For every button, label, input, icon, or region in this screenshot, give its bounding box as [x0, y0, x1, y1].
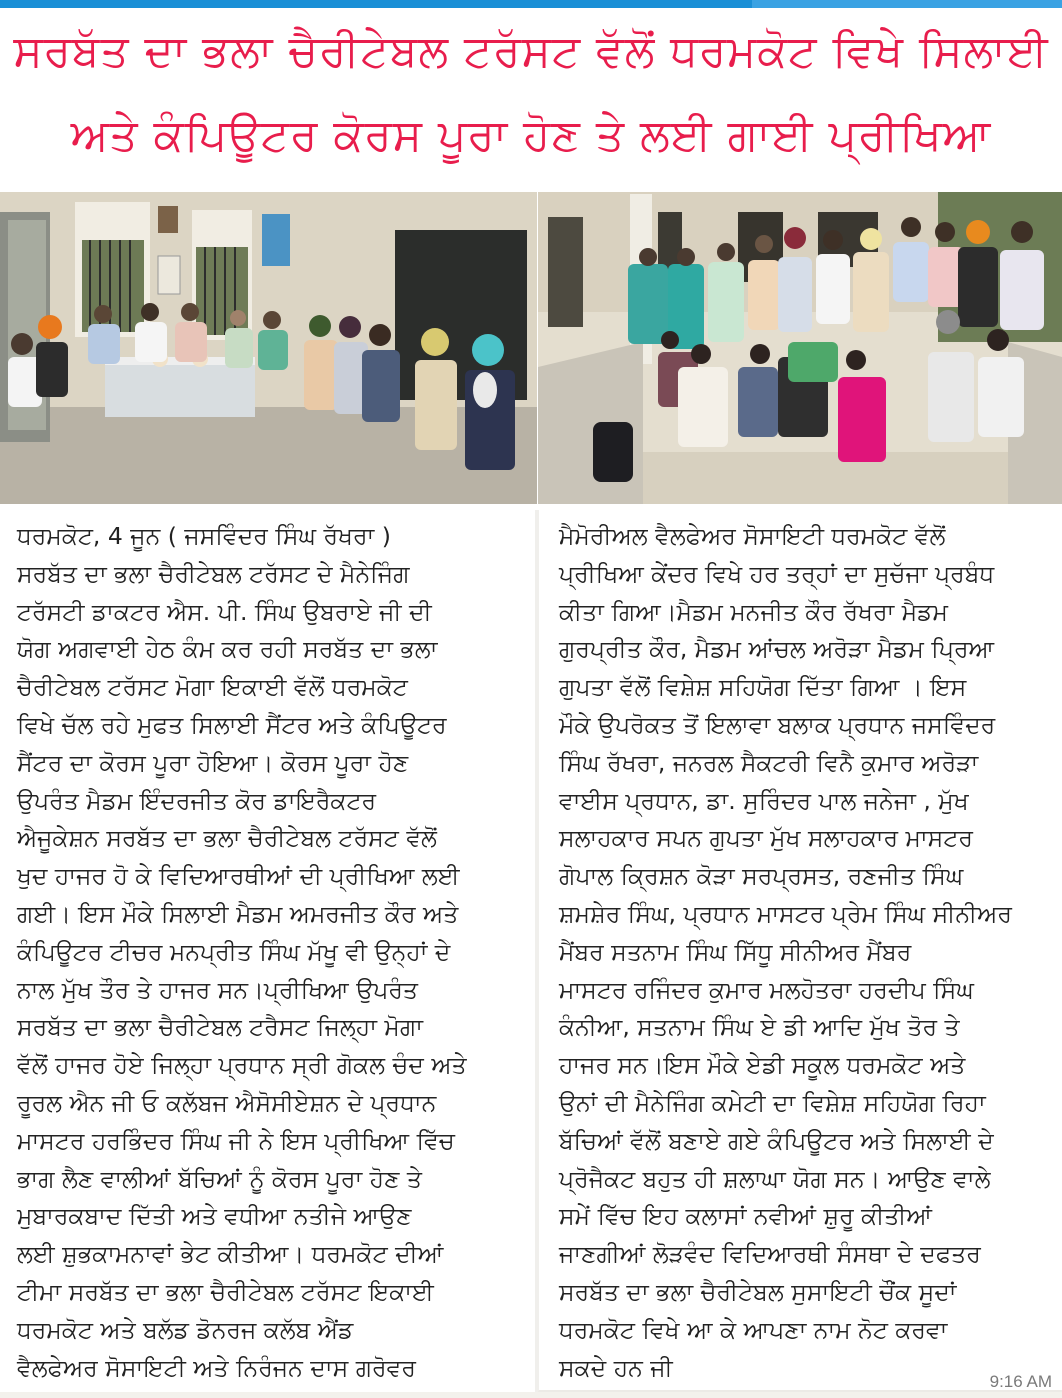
article-line: ਸ਼ਮਸ਼ੇਰ ਸਿੰਘ, ਪ੍ਰਧਾਨ ਮਾਸਟਰ ਪ੍ਰੇਮ ਸਿੰਘ ਸੀਨੀਅਰ: [559, 899, 1012, 928]
photo-group-on-steps-image: [538, 192, 1062, 504]
article-line: ਸਰਬੱਤ ਦਾ ਭਲਾ ਚੈਰੀਟੇਬਲ ਟਰੈਸਟ ਜਿਲ੍ਹਾ ਮੋਗਾ: [17, 1013, 423, 1042]
headline-line-1: ਸਰਬੱਤ ਦਾ ਭਲਾ ਚੈਰੀਟੇਬਲ ਟਰੱਸਟ ਵੱਲੋਂ ਧਰਮਕੋਟ ਵਿਖੇ ਸਿਲਾਈ: [13, 26, 1049, 77]
message-timestamp: 9:16 AM: [989, 1372, 1052, 1391]
article-line: ਧਰਮਕੋਟ ਵਿਖੇ ਆ ਕੇ ਆਪਣਾ ਨਾਮ ਨੋਟ ਕਰਵਾ: [559, 1315, 948, 1344]
article-line: ਧਰਮਕੋਟ ਅਤੇ ਬਲੱਡ ਡੋਨਰਜ ਕਲੱਬ ਐਂਡ: [17, 1315, 354, 1344]
article-dateline: ਧਰਮਕੋਟ, 4 ਜੂਨ ( ਜਸਵਿੰਦਰ ਸਿੰਘ ਰੱਖਰਾ ): [17, 522, 391, 550]
article-column-right: [535, 510, 1062, 1398]
article-line: ਕੰਨੀਆ, ਸਤਨਾਮ ਸਿੰਘ ਏ ਡੀ ਆਦਿ ਮੁੱਖ ਤੋਰ ਤੇ: [559, 1013, 960, 1042]
article-line: ਐਜੂਕੇਸ਼ਨ ਸਰਬੱਤ ਦਾ ਭਲਾ ਚੈਰੀਟੇਬਲ ਟਰੱਸਟ ਵੱਲੋਂ: [17, 824, 437, 853]
article-line: ਵਿਖੇ ਚੱਲ ਰਹੇ ਮੁਫਤ ਸਿਲਾਈ ਸੈਂਟਰ ਅਤੇ ਕੰਪਿਊਟਰ: [17, 710, 447, 739]
top-color-bar: [0, 0, 1062, 8]
article-column-left: [0, 510, 530, 1398]
article-line: ਵੱਲੋਂ ਹਾਜਰ ਹੋਏ ਜਿਲ੍ਹਾ ਪ੍ਰਧਾਨ ਸ੍ਰੀ ਗੋਕਲ ਚੰਦ ਅਤੇ: [17, 1051, 467, 1080]
article-line: ਵੈਲਫੇਅਰ ਸੋਸਾਇਟੀ ਅਤੇ ਨਿਰੰਜਨ ਦਾਸ ਗਰੋਵਰ: [17, 1353, 416, 1382]
article-line: ਜਾਣਗੀਆਂ ਲੋੜਵੰਦ ਵਿਦਿਆਰਥੀ ਸੰਸਥਾ ਦੇ ਦਫਤਰ: [559, 1240, 981, 1269]
article-line: ਸਮੇਂ ਵਿੱਚ ਇਹ ਕਲਾਸਾਂ ਨਵੀਆਂ ਸ਼ੁਰੂ ਕੀਤੀਆਂ: [559, 1202, 933, 1231]
article-line: ਗੁਰਪ੍ਰੀਤ ਕੌਰ, ਮੈਡਮ ਆਂਚਲ ਅਰੋੜਾ ਮੈਡਮ ਪ੍ਰਿਆ: [559, 635, 995, 664]
article-line: ਮਾਸਟਰ ਹਰਭਿੰਦਰ ਸਿੰਘ ਜੀ ਨੇ ਇਸ ਪ੍ਰੀਖਿਆ ਵਿੱਚ: [17, 1126, 455, 1155]
article-line: ਪ੍ਰੀਖਿਆ ਕੇਂਦਰ ਵਿਖੇ ਹਰ ਤਰ੍ਹਾਂ ਦਾ ਸੁਚੱਜਾ ਪ੍ਰਬੰਧ: [559, 559, 995, 588]
article-line: ਬੱਚਿਆਂ ਵੱਲੋਂ ਬਣਾਏ ਗਏ ਕੰਪਿਊਟਰ ਅਤੇ ਸਿਲਾਈ ਦੇ: [559, 1126, 994, 1155]
article-line: ਸਰਬੱਤ ਦਾ ਭਲਾ ਚੈਰੀਟੇਬਲ ਟਰੱਸਟ ਦੇ ਮੈਨੇਜਿੰਗ: [17, 559, 410, 588]
article-line: ਹਾਜਰ ਸਨ।ਇਸ ਮੌਕੇ ਏਡੀ ਸਕੂਲ ਧਰਮਕੋਟ ਅਤੇ: [559, 1051, 966, 1080]
headline-line-2: ਅਤੇ ਕੰਪਿਊਟਰ ਕੋਰਸ ਪੂਰਾ ਹੋਣ ਤੇ ਲਈ ਗਾਈ ਪ੍ਰੀਖਿਆ: [70, 110, 992, 161]
article-line: ਸਲਾਹਕਾਰ ਸਪਨ ਗੁਪਤਾ ਮੁੱਖ ਸਲਾਹਕਾਰ ਮਾਸਟਰ: [559, 824, 973, 853]
article-line: ਲਈ ਸ਼ੁਭਕਾਮਨਾਵਾਂ ਭੇਟ ਕੀਤੀਆ। ਧਰਮਕੋਟ ਦੀਆਂ: [17, 1240, 444, 1269]
article-line: ਸਿੰਘ ਰੱਖਰਾ, ਜਨਰਲ ਸੈਕਟਰੀ ਵਿਨੈ ਕੁਮਾਰ ਅਰੋੜਾ: [559, 748, 979, 777]
article-line: ਖੁਦ ਹਾਜਰ ਹੋ ਕੇ ਵਿਦਿਆਰਥੀਆਂ ਦੀ ਪ੍ਰੀਖਿਆ ਲਈ: [17, 862, 460, 891]
article-line: ਭਾਗ ਲੈਣ ਵਾਲੀਆਂ ਬੱਚਿਆਂ ਨੂੰ ਕੋਰਸ ਪੂਰਾ ਹੋਣ ਤੇ: [17, 1164, 422, 1193]
article-line: ਮੈਂਬਰ ਸਤਨਾਮ ਸਿੰਘ ਸਿੱਧੂ ਸੀਨੀਅਰ ਮੈਂਬਰ: [559, 937, 912, 966]
article-line: ਚੈਰੀਟੇਬਲ ਟਰੱਸਟ ਮੋਗਾ ਇਕਾਈ ਵੱਲੋਂ ਧਰਮਕੋਟ: [17, 673, 408, 702]
article-line: ਉਪਰੰਤ ਮੈਡਮ ਇੰਦਰਜੀਤ ਕੋਰ ਡਾਇਰੈਕਟਰ: [17, 786, 377, 815]
bottom-strip: [0, 1392, 1062, 1398]
article-line: ਉਨਾਂ ਦੀ ਮੈਨੇਜਿੰਗ ਕਮੇਟੀ ਦਾ ਵਿਸ਼ੇਸ਼ ਸਹਿਯੋਗ ਰਿਹਾ: [559, 1088, 986, 1117]
photo-classroom-meeting-image: [0, 192, 537, 504]
article-line: ਗੋਪਾਲ ਕ੍ਰਿਸ਼ਨ ਕੋੜਾ ਸਰਪ੍ਰਸਤ, ਰਣਜੀਤ ਸਿੰਘ: [559, 862, 964, 891]
article-line: ਮੁਬਾਰਕਬਾਦ ਦਿੱਤੀ ਅਤੇ ਵਧੀਆ ਨਤੀਜੇ ਆਉਣ: [17, 1202, 412, 1231]
article-line: ਗਈ। ਇਸ ਮੌਕੇ ਸਿਲਾਈ ਮੈਡਮ ਅਮਰਜੀਤ ਕੌਰ ਅਤੇ: [17, 899, 459, 928]
article-line: ਨਾਲ ਮੁੱਖ ਤੌਰ ਤੇ ਹਾਜਰ ਸਨ।ਪ੍ਰੀਖਿਆ ਉਪਰੰਤ: [17, 975, 418, 1004]
headline: [0, 10, 1062, 188]
article-line: ਪ੍ਰੋਜੈਕਟ ਬਹੁਤ ਹੀ ਸ਼ਲਾਘਾ ਯੋਗ ਸਨ। ਆਉਣ ਵਾਲੇ: [559, 1164, 991, 1193]
top-color-bar-accent: [752, 0, 1062, 8]
article-line: ਮੈਮੋਰੀਅਲ ਵੈਲਫੇਅਰ ਸੋਸਾਇਟੀ ਧਰਮਕੋਟ ਵੱਲੋਂ: [559, 522, 946, 550]
article-line: ਸਕਦੇ ਹਨ ਜੀ: [559, 1353, 673, 1382]
article-line: ਗੁਪਤਾ ਵੱਲੋਂ ਵਿਸ਼ੇਸ਼ ਸਹਿਯੋਗ ਦਿੱਤਾ ਗਿਆ । ਇਸ: [559, 673, 967, 702]
photo-classroom-meeting: [0, 192, 537, 504]
article-line: ਕੀਤਾ ਗਿਆ।ਮੈਡਮ ਮਨਜੀਤ ਕੌਰ ਰੱਖਰਾ ਮੈਡਮ: [559, 597, 948, 626]
article-line: ਸੈਂਟਰ ਦਾ ਕੋਰਸ ਪੂਰਾ ਹੋਇਆ। ਕੋਰਸ ਪੂਰਾ ਹੋਣ: [17, 748, 409, 777]
article-line: ਵਾਈਸ ਪ੍ਰਧਾਨ, ਡਾ. ਸੁਰਿੰਦਰ ਪਾਲ ਜਨੇਜਾ , ਮੁੱਖ: [559, 786, 969, 815]
article-line: ਕੰਪਿਊਟਰ ਟੀਚਰ ਮਨਪ੍ਰੀਤ ਸਿੰਘ ਮੱਖੂ ਵੀ ਉਨ੍ਹਾਂ ਦੇ: [17, 937, 451, 966]
article-line: ਟੀਮਾ ਸਰਬੱਤ ਦਾ ਭਲਾ ਚੈਰੀਟੇਬਲ ਟਰੱਸਟ ਇਕਾਈ: [17, 1277, 434, 1306]
article-line: ਟਰੱਸਟੀ ਡਾਕਟਰ ਐਸ. ਪੀ. ਸਿੰਘ ਉਬਰਾਏ ਜੀ ਦੀ: [17, 597, 432, 626]
article-line: ਮੌਕੇ ਉਪਰੋਕਤ ਤੋਂ ਇਲਾਵਾ ਬਲਾਕ ਪ੍ਰਧਾਨ ਜਸਵਿੰਦਰ: [559, 710, 996, 739]
photo-group-on-steps: [538, 192, 1062, 504]
article-line: ਸਰਬੱਤ ਦਾ ਭਲਾ ਚੈਰੀਟੇਬਲ ਸੁਸਾਇਟੀ ਚੌਂਕ ਸੂਦਾਂ: [559, 1277, 957, 1306]
article-line: ਮਾਸਟਰ ਰਜਿੰਦਰ ਕੁਮਾਰ ਮਲਹੋਤਰਾ ਹਰਦੀਪ ਸਿੰਘ: [559, 975, 974, 1004]
article-line: ਰੂਰਲ ਐਨ ਜੀ ਓ ਕਲੱਬਜ ਐਸੋਸੀਏਸ਼ਨ ਦੇ ਪ੍ਰਧਾਨ: [17, 1088, 437, 1117]
article-line: ਯੋਗ ਅਗਵਾਈ ਹੇਠ ਕੰਮ ਕਰ ਰਹੀ ਸਰਬੱਤ ਦਾ ਭਲਾ: [17, 635, 438, 664]
